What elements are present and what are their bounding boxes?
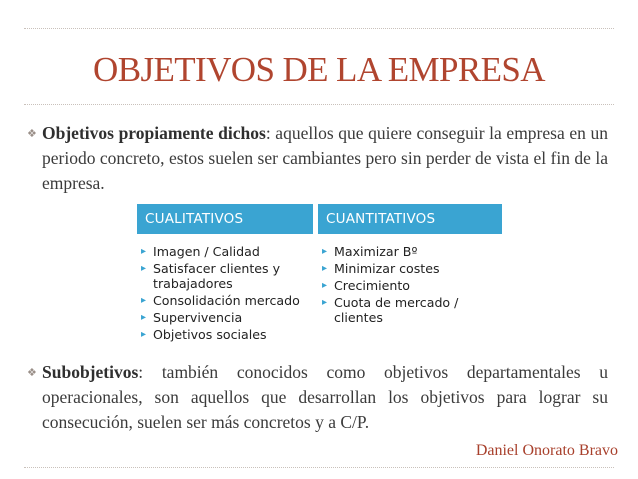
list-item: ▸ Maximizar Bº: [318, 244, 502, 259]
top-divider: [24, 28, 614, 29]
list-item: ▸ Imagen / Calidad: [137, 244, 313, 259]
bullet-subobjetivos-text: : también conocidos como objetivos departamentales u operacionales, son aquellos que desarrollan los objetivos para lograr su consecución, suelen ser más concretos y a C/P.: [42, 362, 608, 432]
bullet-subobjetivos-term: Subobjetivos: [42, 362, 139, 382]
bullet-diamond-icon: ❖: [27, 127, 37, 140]
bullet-objetivos: [42, 121, 608, 196]
list-item: ▸ Minimizar costes: [318, 261, 502, 276]
title-divider: [24, 104, 614, 105]
list-item: ▸ Cuota de mercado / clientes: [318, 295, 502, 325]
bottom-divider: [24, 467, 614, 468]
list-item: ▸ Consolidación mercado: [137, 293, 313, 308]
cualitativos-panel: [137, 204, 313, 352]
bullet-objetivos-text: : aquellos que quiere conseguir la empresa en un periodo concreto, estos suelen ser cambiantes pero sin perder de vista el fin de la empresa.: [42, 123, 609, 193]
cuantitativos-header: CUANTITATIVOS: [318, 204, 502, 234]
cualitativos-header: CUALITATIVOS: [137, 204, 313, 234]
list-item: ▸ Crecimiento: [318, 278, 502, 293]
bullet-diamond-icon: ❖: [27, 366, 37, 379]
list-item: ▸ Satisfacer clientes y trabajadores: [137, 261, 313, 291]
author-name: Daniel Onorato Bravo: [475, 442, 618, 459]
list-item: ▸ Supervivencia: [137, 310, 313, 325]
cuantitativos-list: [318, 234, 502, 325]
cualitativos-list: [137, 234, 313, 342]
cuantitativos-panel: [318, 204, 502, 352]
bullet-objetivos-term: Objetivos propiamente dichos: [42, 123, 266, 143]
bullet-subobjetivos: [42, 360, 608, 435]
list-item: ▸ Objetivos sociales: [137, 327, 313, 342]
slide-title: OBJETIVOS DE LA EMPRESA: [93, 50, 545, 89]
